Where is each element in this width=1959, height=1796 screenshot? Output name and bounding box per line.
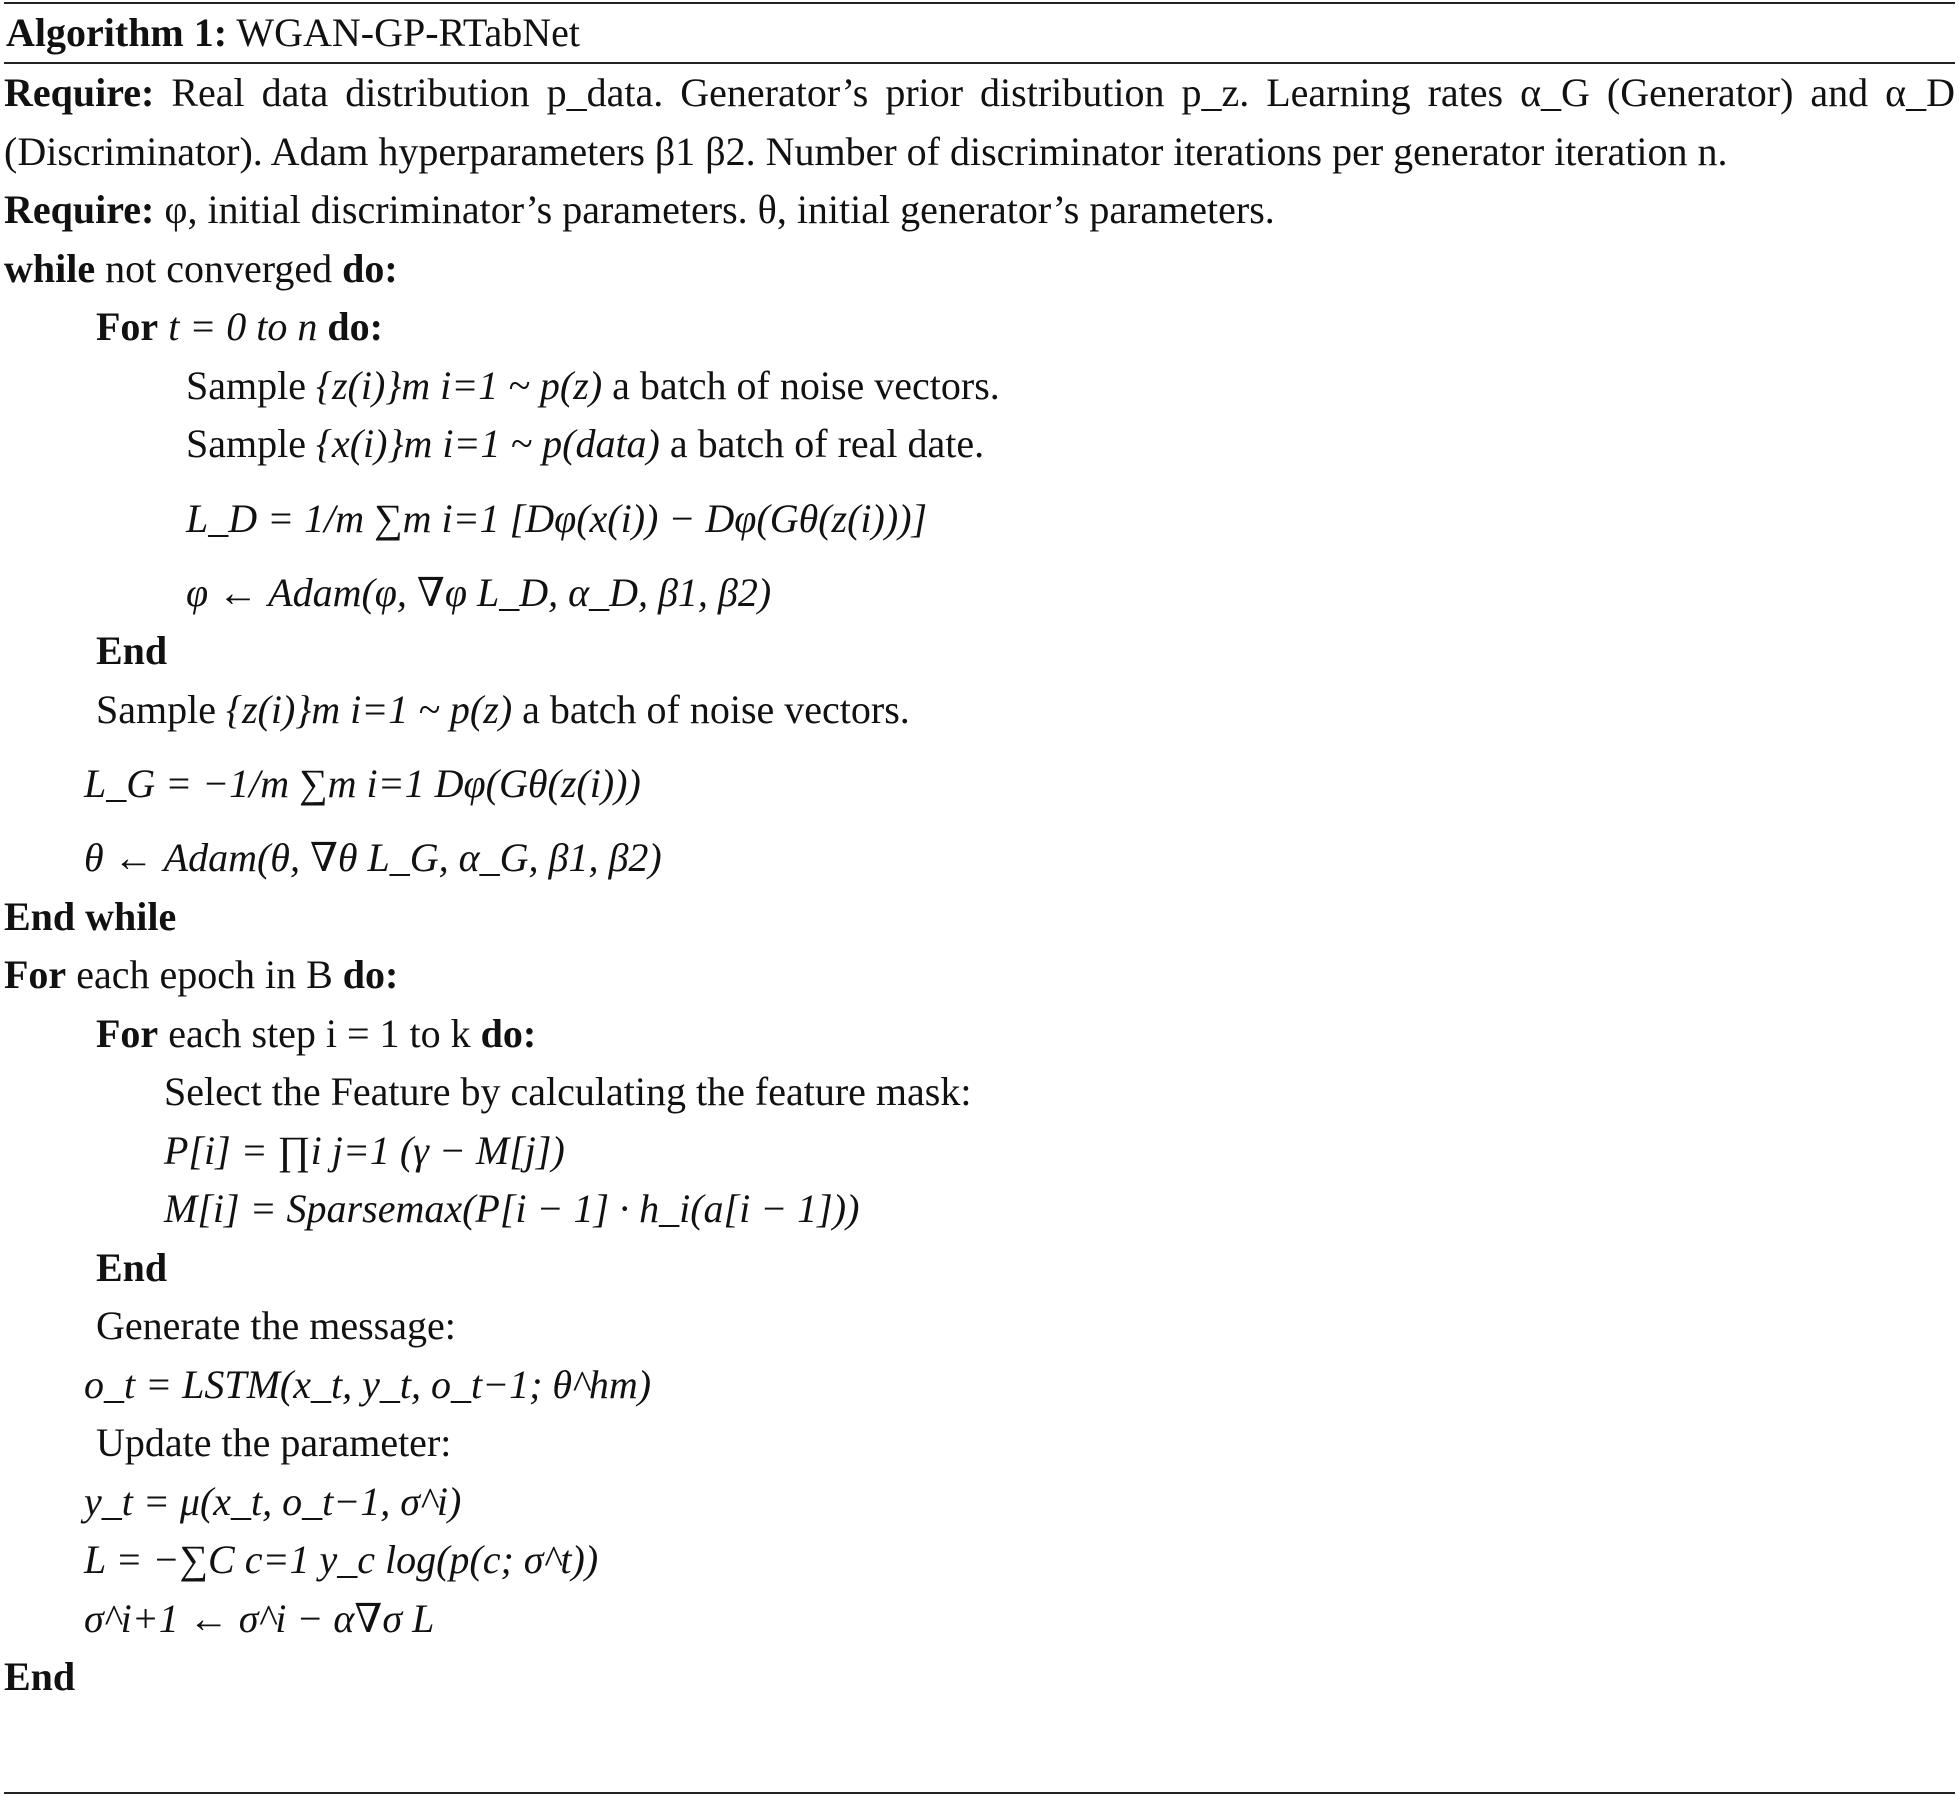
- for-line-1: [4, 298, 1955, 357]
- for-keyword: For: [96, 304, 159, 349]
- sample-text: a batch of real date.: [669, 421, 985, 466]
- sample-text: a batch of noise vectors.: [522, 686, 910, 732]
- for-text: each step i = 1 to k: [168, 1010, 471, 1056]
- while-keyword: while: [4, 245, 96, 291]
- for-keyword: For: [96, 1010, 159, 1056]
- do-keyword: do:: [342, 245, 398, 291]
- end-for-3: End: [96, 1244, 168, 1290]
- sample-label: Sample: [186, 362, 306, 408]
- update-parameter-line: Update the parameter:: [96, 1420, 452, 1465]
- require-keyword: Require:: [4, 70, 155, 115]
- caption-title: WGAN-GP-RTabNet: [236, 10, 580, 55]
- algorithm-box: [4, 2, 1955, 1707]
- theta-update-equation: θ ← Adam(θ, ∇θ L_G, α_G, β1, β2): [84, 835, 662, 880]
- sample-text: a batch of noise vectors.: [612, 362, 1000, 408]
- sample-math: {x(i)}m i=1 ~ p(data): [315, 421, 660, 466]
- for-range: t = 0 to n: [168, 304, 318, 349]
- end-for-1: End: [96, 628, 168, 673]
- do-keyword: do:: [327, 304, 383, 349]
- lstm-equation: o_t = LSTM(x_t, y_t, o_t−1; θ^hm): [84, 1361, 652, 1407]
- require-line-2: [4, 181, 1955, 240]
- for-line-3: [4, 1005, 1955, 1064]
- y-equation: y_t = μ(x_t, o_t−1, σ^i): [84, 1478, 462, 1524]
- caption-label: Algorithm 1:: [6, 10, 228, 55]
- require-line-1: [4, 64, 1955, 181]
- for-text: each epoch in B: [76, 952, 333, 997]
- for-line-2: [4, 946, 1955, 1005]
- phi-update-equation: φ ← Adam(φ, ∇φ L_D, α_D, β1, β2): [186, 569, 772, 615]
- sample-label: Sample: [96, 686, 216, 732]
- sample-noise-line-2: [4, 681, 1955, 740]
- generator-loss-equation: L_G = −1/m ∑m i=1 Dφ(Gθ(z(i))): [84, 761, 641, 806]
- algorithm-body: [4, 64, 1955, 1707]
- p-mask-equation: P[i] = ∏i j=1 (γ − M[j]): [164, 1127, 565, 1173]
- while-line: [4, 240, 1955, 299]
- for-keyword: For: [4, 952, 67, 997]
- sample-math: {z(i)}m i=1 ~ p(z): [315, 362, 603, 408]
- require-text: Real data distribution p_data. Generator’s prior distribution p_z. Learning rates α_G (Generator) and α_D (Discriminator). Adam hyperparameters β1 β2. Number of discriminator iterations per generator iteration n.: [4, 70, 1956, 174]
- bottom-rule: [4, 1792, 1955, 1794]
- sample-label: Sample: [186, 421, 306, 466]
- generate-message-line: Generate the message:: [96, 1303, 456, 1348]
- discriminator-loss-equation: L_D = 1/m ∑m i=1 [Dφ(x(i)) − Dφ(Gθ(z(i)))]: [186, 495, 928, 541]
- algorithm-caption: [4, 4, 1955, 62]
- select-feature-line: Select the Feature by calculating the feature mask:: [164, 1069, 972, 1114]
- require-text: φ, initial discriminator’s parameters. θ, initial generator’s parameters.: [164, 187, 1275, 232]
- sigma-update-equation: σ^i+1 ← σ^i − α∇σ L: [84, 1595, 435, 1641]
- sample-noise-line: [4, 357, 1955, 416]
- require-keyword: Require:: [4, 187, 155, 232]
- end-while: End while: [4, 893, 177, 939]
- sample-real-line: [4, 415, 1955, 474]
- sample-math: {z(i)}m i=1 ~ p(z): [225, 686, 513, 732]
- do-keyword: do:: [480, 1010, 537, 1056]
- while-condition: not converged: [105, 245, 333, 291]
- do-keyword: do:: [342, 952, 399, 997]
- loss-equation: L = −∑C c=1 y_c log(p(c; σ^t)): [84, 1537, 599, 1582]
- m-mask-equation: M[i] = Sparsemax(P[i − 1] · h_i(a[i − 1])): [164, 1186, 860, 1231]
- end-final: End: [4, 1654, 76, 1699]
